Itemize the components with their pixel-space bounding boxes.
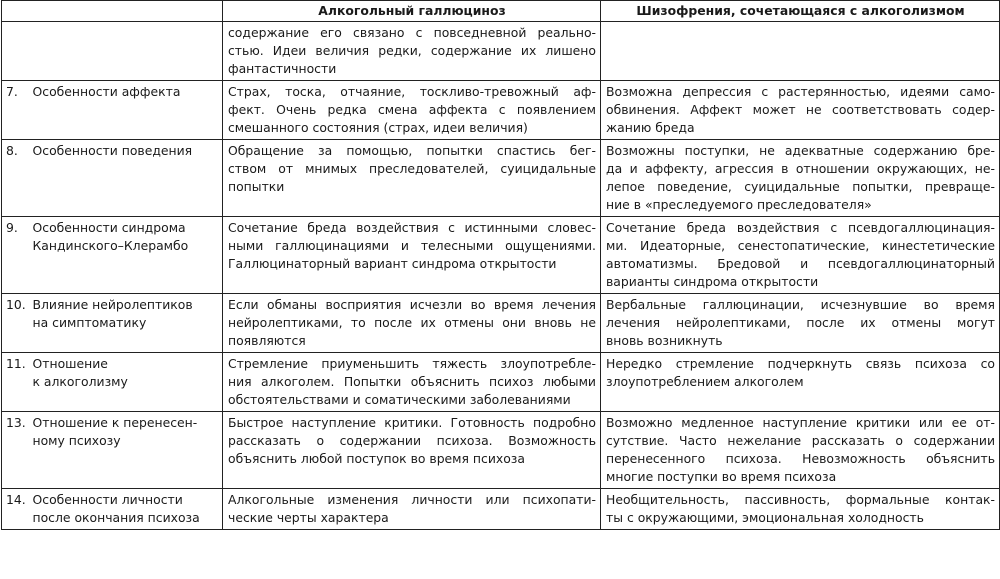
schizophrenia-cell: [601, 294, 1000, 353]
table-row: [2, 22, 1000, 81]
table-row: [2, 294, 1000, 353]
text-line: Обращение за помощью, попытки спастись бег-: [228, 143, 596, 158]
text-line: Вербальные галлюцинации, исчезнувшие во время: [606, 297, 995, 312]
text-line: объяснить любой поступок во время психоза: [228, 451, 525, 466]
table-row: [2, 489, 1000, 530]
header-empty-cell: [2, 1, 223, 22]
text-line: Отношение: [32, 356, 108, 371]
text-line: Особенности личности: [32, 492, 183, 507]
schizophrenia-cell: [601, 353, 1000, 412]
text-line: перенесенного психоза. Невозможность объяснить: [606, 451, 995, 466]
alcoholic-hallucinosis-cell: [223, 217, 601, 294]
text-line: Если обманы восприятия исчезли во время лечения: [228, 297, 596, 312]
text-line: Кандинского–Клерамбо: [32, 238, 189, 253]
text-line: Влияние нейролептиков: [32, 297, 193, 312]
schizophrenia-cell: [601, 140, 1000, 217]
text-line: появляются: [228, 333, 306, 348]
text-line: Алкогольные изменения личности или психопати-: [228, 492, 596, 507]
alcoholic-hallucinosis-cell: [223, 412, 601, 489]
text-line: вновь возникнуть: [606, 333, 723, 348]
schizophrenia-cell: [601, 81, 1000, 140]
text-line: Возможно медленное наступление критики или ее от-: [606, 415, 995, 430]
text-line: ными галлюцинациями и телесными ощущениями.: [228, 238, 596, 253]
alcoholic-hallucinosis-cell: [223, 81, 601, 140]
text-line: рассказать о содержании психоза. Возможность: [228, 433, 596, 448]
text-line: ческие черты характера: [228, 510, 389, 525]
text-line: обвинения. Аффект может не соответствовать содер-: [606, 102, 995, 117]
alcoholic-hallucinosis-cell: [223, 353, 601, 412]
text-line: автоматизмы. Бредовой и псевдогаллюцинаторный: [606, 256, 995, 271]
text-line: ством от мнимых преследователей, суицидальные: [228, 161, 596, 176]
row-number: 13.: [2, 412, 33, 489]
text-line: Особенности аффекта: [32, 84, 181, 99]
row-number: 10.: [2, 294, 33, 353]
text-line: попытки: [228, 179, 285, 194]
text-line: ному психозу: [32, 433, 121, 448]
text-line: на симптоматику: [32, 315, 147, 330]
text-line: Галлюцинаторный вариант синдрома открытости: [228, 256, 557, 271]
text-line: нейролептиками, то после их отмены они вновь не: [228, 315, 596, 330]
table-row: [2, 140, 1000, 217]
text-line: Сочетание бреда воздействия с истинными словес-: [228, 220, 596, 235]
table-row: [2, 412, 1000, 489]
row-label: [33, 489, 223, 530]
text-line: жанию бреда: [606, 120, 695, 135]
text-line: варианты синдрома открытости: [606, 274, 819, 289]
row-label: [33, 22, 223, 81]
row-label: [33, 140, 223, 217]
alcoholic-hallucinosis-cell: [223, 22, 601, 81]
text-line: обстоятельствами и соматическими заболеваниями: [228, 392, 571, 407]
text-line: Особенности синдрома: [32, 220, 186, 235]
text-line: фект. Очень редка смена аффекта с появлением: [228, 102, 596, 117]
text-line: лечения нейролептиками, после их отмены могут: [606, 315, 995, 330]
text-line: Быстрое наступление критики. Готовность подробно: [228, 415, 596, 430]
text-line: лепое поведение, суицидальные попытки, превраще-: [606, 179, 995, 194]
row-number: 11.: [2, 353, 33, 412]
text-line: злоупотреблением алкоголем: [606, 374, 804, 389]
text-line: фантастичности: [228, 61, 337, 76]
text-line: Сочетание бреда воздействия с псевдогаллюцинация-: [606, 220, 995, 235]
row-label: [33, 294, 223, 353]
text-line: ния алкоголем. Попытки объяснить психоз любыми: [228, 374, 596, 389]
text-line: содержание его связано с повседневной реально-: [228, 25, 596, 40]
text-line: многие поступки во время психоза: [606, 469, 837, 484]
row-number: 8.: [2, 140, 33, 217]
text-line: ние в «преследуемого преследователя»: [606, 197, 872, 212]
row-number: [2, 22, 33, 81]
text-line: к алкоголизму: [32, 374, 128, 389]
text-line: ми. Идеаторные, сенестопатические, кинестетические: [606, 238, 995, 253]
row-label: [33, 353, 223, 412]
text-line: смешанного состояния (страх, идеи величия): [228, 120, 528, 135]
text-line: Нередко стремление подчеркнуть связь психоза со: [606, 356, 995, 371]
alcoholic-hallucinosis-cell: [223, 294, 601, 353]
schizophrenia-cell: [601, 217, 1000, 294]
header-alcoholic-hallucinosis: Алкогольный галлюциноз: [223, 1, 601, 22]
text-line: Отношение к перенесен-: [32, 415, 198, 430]
row-label: [33, 81, 223, 140]
schizophrenia-cell: [601, 489, 1000, 530]
text-line: ты с окружающими, эмоциональная холодность: [606, 510, 924, 525]
table-row: [2, 353, 1000, 412]
text-line: Возможны поступки, не адекватные содержанию бре-: [606, 143, 995, 158]
table-row: [2, 217, 1000, 294]
schizophrenia-cell: [601, 412, 1000, 489]
text-line: Особенности поведения: [32, 143, 193, 158]
text-line: Стремление приуменьшить тяжесть злоупотребле-: [228, 356, 596, 371]
text-line: Возможна депрессия с растерянностью, идеями само-: [606, 84, 995, 99]
text-line: сутствие. Часто нежелание рассказать о содержании: [606, 433, 995, 448]
comparison-table: [1, 0, 1000, 530]
header-row: [2, 1, 1000, 22]
row-number: 7.: [2, 81, 33, 140]
alcoholic-hallucinosis-cell: [223, 489, 601, 530]
text-line: Страх, тоска, отчаяние, тоскливо-тревожный аф-: [228, 84, 596, 99]
row-number: 14.: [2, 489, 33, 530]
row-label: [33, 217, 223, 294]
alcoholic-hallucinosis-cell: [223, 140, 601, 217]
schizophrenia-cell: [601, 22, 1000, 81]
text-line: после окончания психоза: [32, 510, 200, 525]
row-number: 9.: [2, 217, 33, 294]
text-line: да и аффекту, агрессия в отношении окружающих, не-: [606, 161, 995, 176]
text-line: стью. Идеи величия редки, содержание их лишено: [228, 43, 596, 58]
header-schizophrenia-with-alcoholism: Шизофрения, сочетающаяся с алкоголизмом: [601, 1, 1000, 22]
table-body: [2, 22, 1000, 530]
table-row: [2, 81, 1000, 140]
row-label: [33, 412, 223, 489]
text-line: Необщительность, пассивность, формальные контак-: [606, 492, 995, 507]
